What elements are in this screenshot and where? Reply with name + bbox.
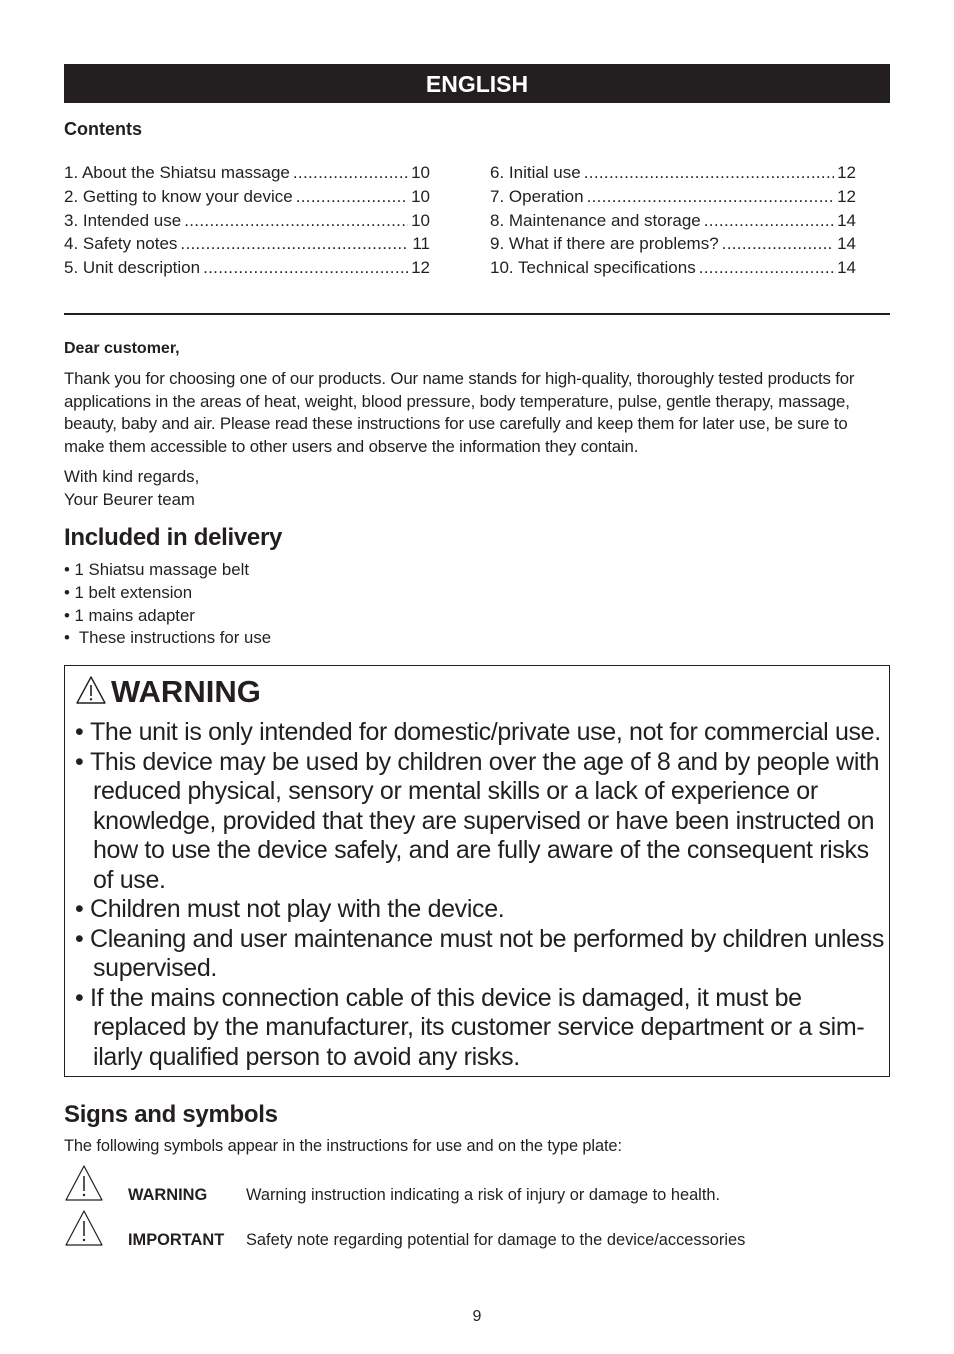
- letter-greeting: Dear customer,: [64, 340, 180, 357]
- toc-entry: [490, 161, 856, 185]
- letter-closing: [64, 466, 199, 511]
- toc-entry-title: 7. Operation: [490, 186, 584, 206]
- closing-line: With kind regards,: [64, 467, 200, 486]
- toc-leader: [293, 185, 408, 209]
- symbol-description: Safety note regarding potential for damage to the device/accessories: [246, 1231, 746, 1249]
- delivery-item: • 1 belt extension: [64, 582, 271, 605]
- warning-list: [75, 718, 887, 1072]
- toc-entry-page: 14: [837, 258, 856, 278]
- warning-triangle-icon: [64, 1163, 104, 1208]
- toc-entry-title: 9. What if there are problems?: [490, 234, 719, 254]
- toc-column-left: [64, 161, 430, 280]
- contents-heading: Contents: [64, 119, 142, 139]
- toc-entry-page: 14: [837, 210, 856, 230]
- toc-entry-page: 10: [411, 210, 430, 230]
- page-number: 9: [472, 1308, 482, 1325]
- signs-heading: Signs and symbols: [64, 1101, 278, 1128]
- toc-entry-page: 12: [837, 163, 856, 182]
- toc-entry-title: 2. Getting to know your device: [64, 186, 293, 206]
- toc-entry-title: 5. Unit description: [64, 258, 201, 278]
- toc-entry-title: 6. Initial use: [490, 163, 581, 182]
- toc-leader: [719, 232, 834, 256]
- toc-entry: [490, 185, 856, 209]
- symbol-description: Warning instruction indicating a risk of injury or damage to health.: [246, 1186, 721, 1204]
- warning-title: [75, 674, 261, 710]
- toc-entry-title: 4. Safety notes: [64, 234, 178, 254]
- warning-triangle-icon: [75, 675, 107, 710]
- toc-entry: [64, 185, 430, 209]
- toc-entry-page: 10: [411, 163, 430, 182]
- warning-item: • This device may be used by children over the age of 8 and by people with reduced physical, sensory or mental skills or a lack of experience or knowledge, provided that they are supervised or have been instructed on how to use the device safely, and are fully aware of the consequent risks of use.: [75, 748, 887, 896]
- toc-leader: [200, 256, 408, 280]
- toc-entry: [64, 256, 430, 280]
- toc-entry-title: 1. About the Shiatsu massage: [64, 163, 290, 182]
- toc-entry: [490, 256, 856, 280]
- toc-leader: [181, 209, 408, 233]
- delivery-list: [64, 559, 271, 650]
- toc-entry-page: 12: [411, 258, 430, 278]
- toc-entry: [490, 232, 856, 256]
- toc-entry-page: 11: [412, 234, 430, 254]
- toc-column-right: [490, 161, 856, 280]
- toc-entry-title: 10. Technical specifications: [490, 258, 696, 278]
- warning-triangle-icon: [64, 1208, 104, 1253]
- toc-entry-page: 10: [411, 186, 430, 206]
- toc-leader: [177, 232, 409, 256]
- warning-item: • The unit is only intended for domestic/private use, not for commercial use.: [75, 718, 887, 748]
- closing-signature: Your Beurer team: [64, 489, 195, 509]
- toc-entry-page: 14: [837, 234, 856, 254]
- toc-entry-title: 8. Maintenance and storage: [490, 210, 701, 230]
- delivery-heading: Included in delivery: [64, 524, 283, 551]
- toc-entry: [64, 232, 430, 256]
- warning-item: • If the mains connection cable of this device is damaged, it must be replaced by the manufacturer, its customer service department or a similarly qualified person to avoid any risks.: [75, 984, 887, 1073]
- symbol-label-warning: WARNING: [128, 1186, 208, 1204]
- toc-leader: [701, 209, 834, 233]
- toc-leader: [581, 161, 834, 185]
- toc-leader: [584, 185, 835, 209]
- toc-leader: [290, 161, 408, 185]
- toc-entry-title: 3. Intended use: [64, 210, 182, 230]
- delivery-item: • 1 mains adapter: [64, 605, 271, 628]
- warning-box: [64, 665, 890, 1077]
- symbol-label-important: IMPORTANT: [128, 1231, 225, 1249]
- warning-item: • Cleaning and user maintenance must not be performed by children unless supervised.: [75, 925, 887, 984]
- section-divider: [64, 313, 890, 315]
- signs-intro: The following symbols appear in the instructions for use and on the type plate:: [64, 1137, 622, 1155]
- delivery-item: • These instructions for use: [64, 627, 271, 650]
- toc-leader: [696, 256, 834, 280]
- letter-body: Thank you for choosing one of our products. Our name stands for high-quality, thoroughly tested products for applications in the areas of heat, weight, blood pressure, body temperature, pulse, gentle therapy, massage, beauty, baby and air. Please read these instructions for use carefully and keep them for later use, be sure to make them accessible to other users and observe the information they contain.: [64, 369, 855, 456]
- toc-entry: [490, 209, 856, 233]
- warning-item: • Children must not play with the device.: [75, 895, 887, 925]
- toc-entry-page: 12: [837, 186, 856, 206]
- toc-entry: [64, 161, 430, 185]
- toc-entry: [64, 209, 430, 233]
- language-header: ENGLISH: [64, 64, 890, 103]
- warning-title-text: WARNING: [111, 674, 261, 709]
- delivery-item: • 1 Shiatsu massage belt: [64, 559, 271, 582]
